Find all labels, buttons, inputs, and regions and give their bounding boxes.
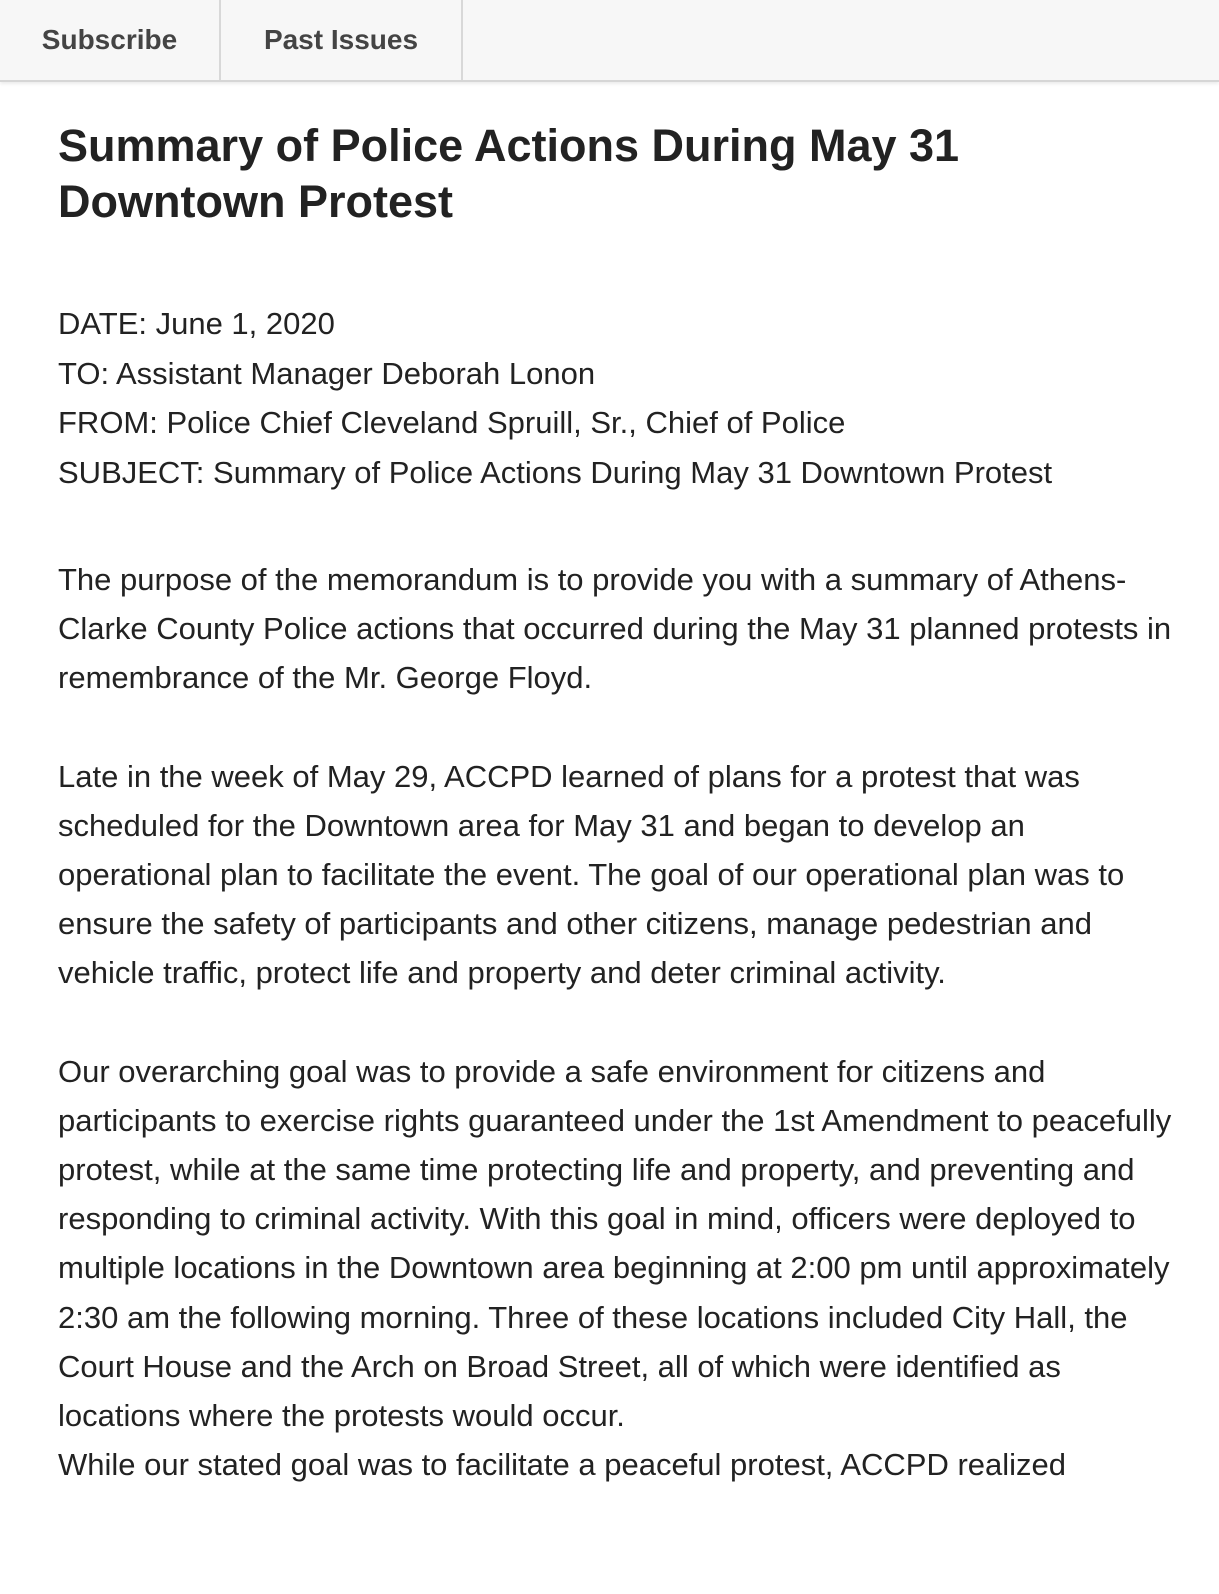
- paragraph-goal: Our overarching goal was to provide a safe environment for citizens and participants to exercise rights guaranteed under the 1st Amendment to peacefully protest, while at the same time protecting life and property, and preventing and responding to criminal activity. With this goal in mind, officers were deployed to multiple locations in the Downtown area beginning at 2:00 pm until approximately 2:30 am the following morning. Three of these locations included City Hall, the Court House and the Arch on Broad Street, all of which were identified as locations where the protests would occur.: [58, 1053, 1172, 1434]
- subscribe-link[interactable]: Subscribe: [0, 0, 221, 80]
- paragraph-purpose: The purpose of the memorandum is to provide you with a summary of Athens-Clarke County Police actions that occurred during the May 31 planned protests in remembrance of the Mr. George Floyd.: [58, 562, 1172, 696]
- top-navigation: [0, 0, 1219, 82]
- paragraph-continuation: While our stated goal was to facilitate a peaceful protest, ACCPD realized: [58, 1447, 1067, 1483]
- memo-subject: SUBJECT: Summary of Police Actions During May 31 Downtown Protest: [58, 454, 1053, 490]
- memo-date: DATE: June 1, 2020: [58, 306, 335, 341]
- past-issues-link[interactable]: Past Issues: [221, 0, 463, 80]
- page-title: Summary of Police Actions During May 31 Downtown Protest: [58, 120, 960, 227]
- article-body: [58, 118, 1178, 1489]
- memo-header: [58, 299, 1178, 497]
- memo-to: TO: Assistant Manager Deborah Lonon: [58, 355, 596, 391]
- memo-from: FROM: Police Chief Cleveland Spruill, Sr., Chief of Police: [58, 405, 846, 440]
- paragraph-planning: Late in the week of May 29, ACCPD learned of plans for a protest that was scheduled for the Downtown area for May 31 and began to develop an operational plan to facilitate the event. The goal of our operational plan was to ensure the safety of participants and other citizens, manage pedestrian and vehicle traffic, protect life and property and deter criminal activity.: [58, 758, 1125, 991]
